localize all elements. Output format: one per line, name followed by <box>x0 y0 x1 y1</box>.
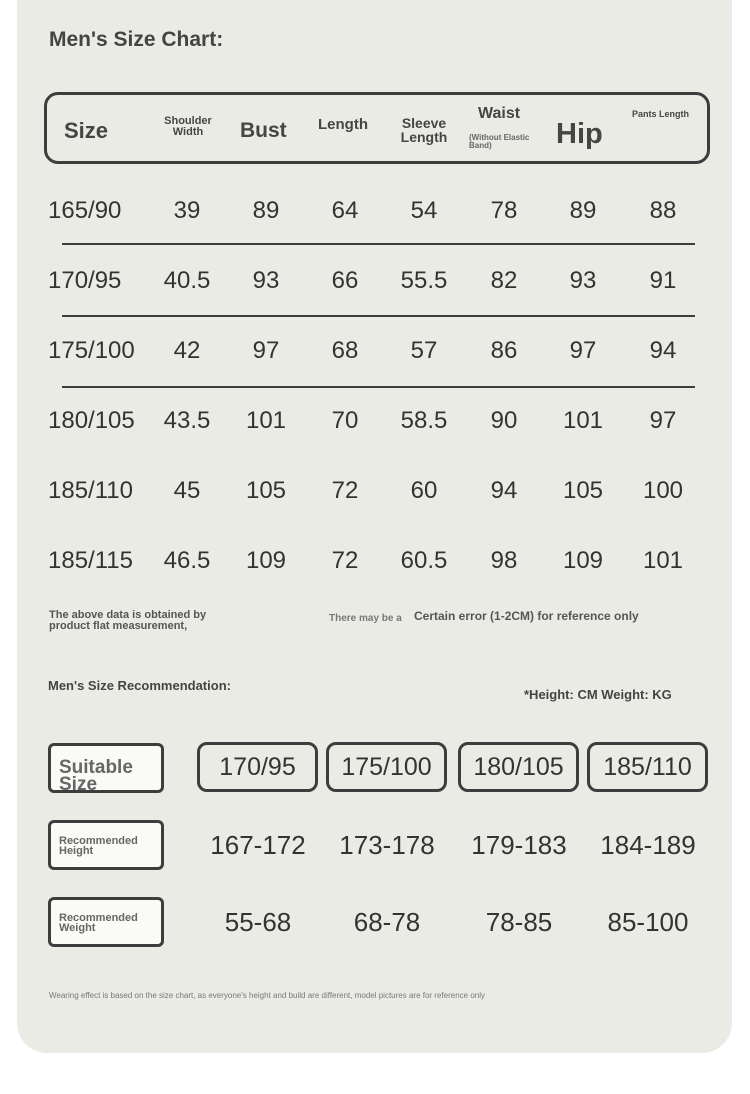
cell-shoulder: 46.5 <box>163 547 211 574</box>
cell-length: 72 <box>331 477 359 504</box>
cell-bust: 89 <box>252 197 280 224</box>
header-hip: Hip <box>556 118 603 150</box>
cell-waist: 98 <box>490 547 518 574</box>
table-row <box>48 337 698 377</box>
cell-waist: 86 <box>490 337 518 364</box>
table-row <box>48 267 698 307</box>
header-bust: Bust <box>240 119 287 142</box>
weight-range: 78-85 <box>485 907 553 937</box>
table-row <box>48 477 698 517</box>
header-waist-note: (Without Elastic Band) <box>469 133 530 150</box>
cell-length: 68 <box>331 337 359 364</box>
cell-bust: 105 <box>245 477 287 504</box>
cell-bust: 97 <box>252 337 280 364</box>
height-range: 184-189 <box>600 830 696 860</box>
table-row <box>48 407 698 447</box>
size-option: 180/105 <box>458 742 579 792</box>
cell-pants: 94 <box>649 337 677 364</box>
size-option: 185/110 <box>587 742 708 792</box>
cell-length: 66 <box>331 267 359 294</box>
cell-size: 170/95 <box>48 267 122 294</box>
cell-length: 70 <box>331 407 359 434</box>
weight-range: 85-100 <box>607 907 689 937</box>
cell-shoulder: 42 <box>173 337 201 364</box>
label-suitable-size: Suitable Size <box>48 743 164 793</box>
cell-sleeve: 55.5 <box>400 267 448 294</box>
table-header <box>44 92 710 164</box>
cell-shoulder: 45 <box>173 477 201 504</box>
cell-pants: 101 <box>642 547 684 574</box>
weight-range: 55-68 <box>224 907 292 937</box>
height-range: 179-183 <box>471 830 567 860</box>
cell-sleeve: 58.5 <box>400 407 448 434</box>
cell-waist: 78 <box>490 197 518 224</box>
cell-hip: 109 <box>562 547 604 574</box>
cell-waist: 82 <box>490 267 518 294</box>
cell-size: 165/90 <box>48 197 122 224</box>
row-divider <box>62 386 695 388</box>
row-divider <box>62 243 695 245</box>
error-note: Certain error (1-2CM) for reference only <box>414 609 639 623</box>
cell-pants: 91 <box>649 267 677 294</box>
header-shoulder-width: Shoulder Width <box>164 115 212 138</box>
cell-length: 72 <box>331 547 359 574</box>
cell-shoulder: 40.5 <box>163 267 211 294</box>
height-range: 167-172 <box>210 830 306 860</box>
error-note-prefix: There may be a <box>329 613 402 624</box>
size-option: 175/100 <box>326 742 447 792</box>
cell-bust: 109 <box>245 547 287 574</box>
cell-length: 64 <box>331 197 359 224</box>
row-divider <box>62 315 695 317</box>
cell-sleeve: 60 <box>410 477 438 504</box>
cell-hip: 101 <box>562 407 604 434</box>
cell-waist: 90 <box>490 407 518 434</box>
cell-size: 175/100 <box>48 337 135 364</box>
label-recommended-weight: Recommended Weight <box>48 897 164 947</box>
cell-bust: 93 <box>252 267 280 294</box>
cell-hip: 105 <box>562 477 604 504</box>
header-length: Length <box>318 116 368 133</box>
header-sleeve-length: Sleeve Length <box>400 115 448 145</box>
table-row <box>48 197 698 237</box>
cell-waist: 94 <box>490 477 518 504</box>
page-title: Men's Size Chart: <box>49 28 224 51</box>
size-option: 170/95 <box>197 742 318 792</box>
cell-pants: 100 <box>642 477 684 504</box>
cell-hip: 89 <box>569 197 597 224</box>
cell-shoulder: 43.5 <box>163 407 211 434</box>
cell-sleeve: 60.5 <box>400 547 448 574</box>
cell-size: 185/115 <box>48 547 133 574</box>
height-range: 173-178 <box>339 830 435 860</box>
cell-sleeve: 57 <box>410 337 438 364</box>
cell-bust: 101 <box>245 407 287 434</box>
label-recommended-height: Recommended Height <box>48 820 164 870</box>
cell-sleeve: 54 <box>410 197 438 224</box>
cell-shoulder: 39 <box>173 197 201 224</box>
cell-size: 185/110 <box>48 477 133 504</box>
units-note: *Height: CM Weight: KG <box>524 687 672 702</box>
weight-range: 68-78 <box>353 907 421 937</box>
cell-pants: 88 <box>649 197 677 224</box>
cell-pants: 97 <box>649 407 677 434</box>
cell-hip: 97 <box>569 337 597 364</box>
recommendation-title: Men's Size Recommendation: <box>48 678 231 693</box>
cell-size: 180/105 <box>48 407 135 434</box>
table-row <box>48 547 698 587</box>
footer-disclaimer: Wearing effect is based on the size chart, as everyone's height and build are different, model pictures are for reference only <box>49 991 485 1000</box>
header-pants-length: Pants Length <box>632 109 690 119</box>
cell-hip: 93 <box>569 267 597 294</box>
header-waist: Waist <box>478 105 521 122</box>
measurement-note: The above data is obtained by product flat measurement, <box>49 609 207 632</box>
header-size: Size <box>64 118 109 143</box>
